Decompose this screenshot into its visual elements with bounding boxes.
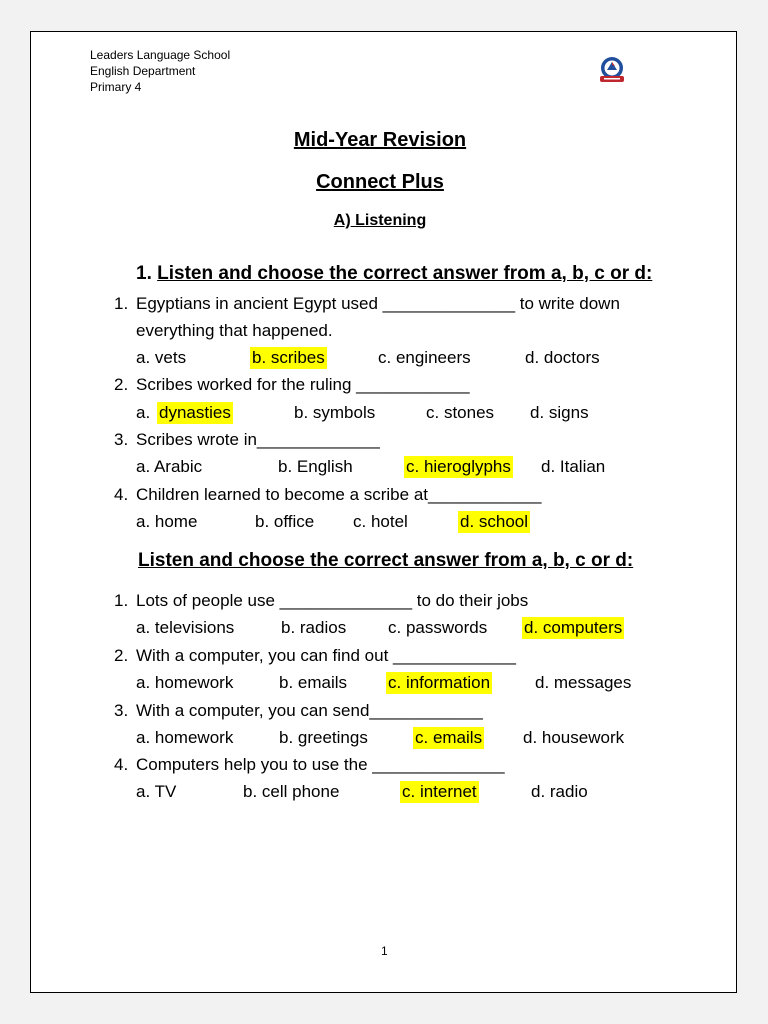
question-text: Scribes wrote in_____________ [136, 430, 380, 449]
answer-option-correct: dynasties [159, 403, 231, 422]
answer-option: c. engineers [378, 348, 471, 367]
answer-option-correct: d. computers [524, 618, 623, 637]
question-text: With a computer, you can find out _____________ [136, 646, 516, 665]
page-subtitle: Connect Plus [316, 171, 444, 193]
answer-option: b. cell phone [243, 782, 340, 801]
answer-option: a. TV [136, 782, 177, 801]
answer-option: a. vets [136, 348, 187, 367]
question-text: With a computer, you can send____________ [136, 701, 483, 720]
answer-option: b. office [255, 512, 315, 531]
answer-option: d. doctors [525, 348, 600, 367]
page-number: 1 [381, 944, 388, 958]
answer-option: a. Arabic [136, 457, 203, 476]
question-number: 1. [114, 591, 129, 610]
part1-instruction [136, 263, 652, 285]
question-text: Scribes worked for the ruling ____________ [136, 375, 470, 394]
question-text-line2: everything that happened. [136, 321, 333, 340]
question-number: 4. [114, 485, 129, 504]
school-header [90, 47, 230, 95]
school-logo-icon [595, 54, 629, 86]
question-text: Computers help you to use the ______________ [136, 755, 505, 774]
department-name: English Department [90, 64, 196, 78]
answer-option: b. greetings [279, 728, 368, 747]
answer-option: c. hotel [353, 512, 408, 531]
section-name: Listening [355, 212, 427, 229]
answer-option: d. messages [535, 673, 632, 692]
answer-option: a. homework [136, 728, 234, 747]
answer-option-correct: c. internet [402, 782, 477, 801]
question-text: Egyptians in ancient Egypt used ______________ to write down [136, 294, 620, 313]
part2-instruction-text: Listen and choose the correct answer from a, b, c or d: [138, 550, 634, 571]
question-number: 1. [114, 294, 129, 313]
section-letter: A) [333, 212, 351, 229]
answer-option-letter: a. [136, 403, 151, 422]
answer-option: a. homework [136, 673, 234, 692]
question-number: 2. [114, 375, 129, 394]
section-heading [0, 212, 760, 230]
answer-option: b. radios [281, 618, 347, 637]
school-name: Leaders Language School [90, 48, 231, 62]
question-number: 3. [114, 430, 129, 449]
answer-option-correct: b. scribes [252, 348, 325, 367]
answer-option: d. radio [531, 782, 588, 801]
question-continuation [136, 320, 333, 342]
answer-option: d. Italian [541, 457, 606, 476]
answer-option-correct: c. hieroglyphs [406, 457, 511, 476]
question-number: 4. [114, 755, 129, 774]
answer-option: b. English [278, 457, 353, 476]
answer-option-correct: c. information [388, 673, 491, 692]
part1-number: 1. [136, 263, 152, 284]
question-number: 3. [114, 701, 129, 720]
answer-option: d. housework [523, 728, 625, 747]
question-text: Lots of people use ______________ to do their jobs [136, 591, 529, 610]
grade-level: Primary 4 [90, 80, 142, 94]
part2-instruction [138, 550, 633, 572]
question-number: 2. [114, 646, 129, 665]
part1-instruction-text: Listen and choose the correct answer from a, b, c or d: [157, 263, 653, 284]
answer-option: b. symbols [294, 403, 376, 422]
answer-option: d. signs [530, 403, 589, 422]
page-title: Mid-Year Revision [293, 129, 467, 151]
question-text: Children learned to become a scribe at____________ [136, 485, 542, 504]
answer-option: a. home [136, 512, 198, 531]
answer-option-correct: c. emails [415, 728, 483, 747]
answer-option-correct: d. school [460, 512, 529, 531]
answer-option: a. televisions [136, 618, 235, 637]
answer-option: c. stones [426, 403, 495, 422]
answer-option: b. emails [279, 673, 348, 692]
answer-option: c. passwords [388, 618, 488, 637]
